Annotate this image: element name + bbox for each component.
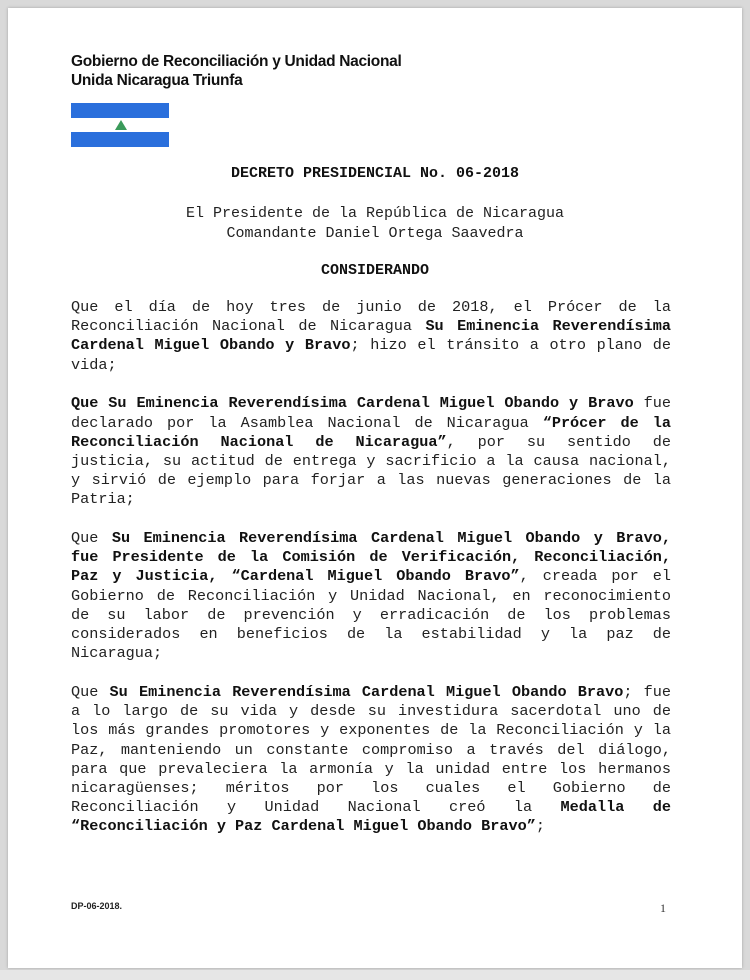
p1-text-2: ; hizo el tránsito a otro plano de vida; — [71, 336, 671, 374]
p4-bold-2: Medalla de “Reconciliación y Paz Cardenal Miguel Obando Bravo” — [71, 798, 671, 836]
p4-text-2: ; fue a lo largo de su vida y desde su investidura sacerdotal uno de los más grandes promotores y exponentes de la Reconciliación y la Paz, manteniendo un constante compromiso a través del diálogo, para que prevaleciera la armonía y la unidad entre los hermanos nicaragüenses; méritos por los cuales el Gobierno de Reconciliación y Unidad Nacional creó la — [71, 682, 671, 817]
flag-band-middle — [71, 118, 169, 133]
p2-bold-2: “Prócer de la Reconciliación Nacional de Nicaragua” — [71, 413, 671, 451]
government-header — [71, 52, 401, 90]
p1-bold-1: Su Eminencia Reverendísima Cardenal Miguel Obando y Bravo — [71, 317, 672, 355]
decree-body — [71, 298, 671, 856]
header-line-slogan: Unida Nicaragua Triunfa — [71, 72, 243, 89]
flag-emblem-icon — [115, 120, 127, 130]
p3-text-2: , creada por el Gobierno de Reconciliación y Unidad Nacional, en reconocimiento de su labor de prevención y erradicación de los problemas considerados en beneficios de la estabilidad y la paz de Nicaragua; — [71, 567, 671, 663]
p4-bold-1: Su Eminencia Reverendísima Cardenal Miguel Obando Bravo — [109, 682, 624, 701]
p1-text-1: Que el día de hoy tres de junio de 2018, el Prócer de la Reconciliación Nacional de Nicaragua — [71, 298, 671, 336]
document-page — [8, 8, 742, 968]
flag-band-bottom — [71, 132, 169, 147]
paragraph-2 — [71, 394, 671, 509]
decree-subtitle — [8, 204, 742, 243]
subtitle-president: El Presidente de la República de Nicaragua — [185, 205, 565, 222]
p2-bold-1: Que Su Eminencia Reverendísima Cardenal Miguel Obando y Bravo — [71, 394, 634, 413]
p2-text-2: , por su sentido de justicia, su actitud de entrega y sacrificio a la causa nacional, y sirvió de ejemplo para forjar a las nuevas generaciones de la Patria; — [71, 432, 671, 509]
document-code: DP-06-2018. — [71, 901, 123, 911]
p3-text-1: Que — [71, 529, 112, 548]
considerando-heading: CONSIDERANDO — [320, 262, 430, 279]
paragraph-4 — [71, 683, 671, 837]
paragraph-1 — [71, 298, 671, 375]
page-number: 1 — [660, 901, 666, 915]
nicaragua-flag-icon — [71, 103, 169, 147]
flag-band-top — [71, 103, 169, 118]
decree-title: DECRETO PRESIDENCIAL No. 06-2018 — [230, 165, 520, 182]
p2-text-1: fue declarado por la Asamblea Nacional de Nicaragua — [71, 394, 672, 432]
subtitle-name: Comandante Daniel Ortega Saavedra — [226, 224, 524, 242]
paragraph-3 — [71, 529, 671, 663]
p3-bold-1: Su Eminencia Reverendísima Cardenal Miguel Obando y Bravo, fue Presidente de la Comisión de Verificación, Reconciliación, Paz y Justicia, “Cardenal Miguel Obando Bravo” — [71, 529, 671, 586]
header-line-government: Gobierno de Reconciliación y Unidad Nacional — [71, 53, 402, 70]
p4-text-3: ; — [535, 817, 545, 836]
next-page-edge — [0, 970, 750, 980]
p4-text-1: Que — [71, 682, 110, 701]
